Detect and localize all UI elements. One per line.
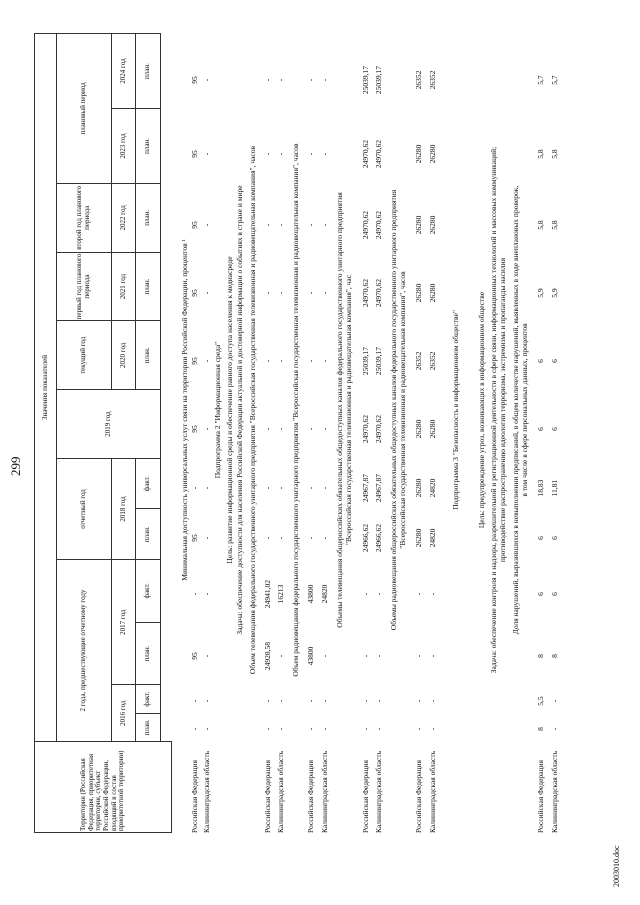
plan-header: план. <box>136 509 161 560</box>
row-value: - <box>202 223 211 227</box>
row-value: 95 <box>190 425 199 433</box>
row-value: - <box>276 536 285 540</box>
y2020-header: 2020 год <box>111 321 136 390</box>
row-value: - <box>190 727 199 731</box>
row-value: - <box>263 291 272 295</box>
row-value: - <box>374 699 383 703</box>
row-value: - <box>320 536 329 540</box>
row-value: - <box>306 359 315 363</box>
row-value: 6 <box>536 536 545 540</box>
section-s5b: "Всероссийская государственная телевизионная и радиовещательная компания", часов <box>398 271 407 549</box>
row-value: - <box>202 359 211 363</box>
row-territory: Калининградская область <box>202 750 211 833</box>
row-value: 43800 <box>306 584 315 604</box>
row-value: - <box>202 536 211 540</box>
row-value: 25039,17 <box>374 65 383 95</box>
row-value: - <box>550 699 559 703</box>
row-value: 26280 <box>428 419 437 439</box>
fact-header: факт. <box>136 560 161 623</box>
section-s2: Объем телевещания федерального государственного унитарного предприятия "Всероссийская государственная телевизионная и радиовещательная компания", часов <box>248 145 257 675</box>
section-s3: Объем радиовещания федерального государственного унитарного предприятия "Всероссийская государственная телевизионная и радиовещательная компания", часов <box>291 143 300 677</box>
row-value: 6 <box>536 592 545 596</box>
row-value: 6 <box>536 427 545 431</box>
row-value: 26280 <box>414 215 423 235</box>
row-value: 11,81 <box>550 479 559 497</box>
row-value: 95 <box>190 652 199 660</box>
row-value: - <box>306 78 315 82</box>
row-value: 24970,62 <box>374 139 383 169</box>
row-value: 26280 <box>414 528 423 548</box>
row-value: - <box>263 727 272 731</box>
second-year-header: второй год планового периода <box>56 183 111 252</box>
row-value: - <box>550 727 559 731</box>
row-value: 95 <box>190 76 199 84</box>
row-value: - <box>276 727 285 731</box>
plan-header: план. <box>136 321 161 390</box>
section-task3b: противодействие распространению идеологии терроризма, экстремизма и пропаганды насилия <box>498 257 507 563</box>
row-value: 95 <box>190 289 199 297</box>
row-value: 26280 <box>414 144 423 164</box>
plan-header: план. <box>136 713 161 741</box>
row-value: 24820 <box>428 528 437 548</box>
row-value: - <box>306 699 315 703</box>
row-value: 24970,62 <box>374 414 383 444</box>
plan-header: план. <box>136 109 161 184</box>
row-value: 24970,62 <box>361 278 370 308</box>
row-value: 24820 <box>320 584 329 604</box>
row-value: 24967,87 <box>361 473 370 503</box>
row-value: - <box>202 427 211 431</box>
row-value: 26280 <box>428 283 437 303</box>
row-value: - <box>202 654 211 658</box>
row-value: 95 <box>190 221 199 229</box>
row-value: 26280 <box>428 215 437 235</box>
section-goal2: Цель: развитие информационной среды и обеспечение равного доступа населения к медиасреде <box>225 256 234 564</box>
section-sub2: Подпрограмма 2 "Информационная среда" <box>213 341 222 479</box>
row-value: 95 <box>190 150 199 158</box>
y2019-header: 2019 год <box>56 390 160 459</box>
row-value: 24970,62 <box>374 210 383 240</box>
row-value: 5,7 <box>536 75 545 85</box>
table-header <box>34 33 172 833</box>
row-value: - <box>428 727 437 731</box>
row-territory: Калининградская область <box>320 750 329 833</box>
row-value: 5,8 <box>536 149 545 159</box>
row-value: 26280 <box>428 144 437 164</box>
section-s4b: "Всероссийская государственная телевизионная и радиовещательная компания", час <box>344 274 353 546</box>
row-value: - <box>361 592 370 596</box>
row-value: 25039,17 <box>361 346 370 376</box>
row-territory: Российская Федерация <box>414 760 423 833</box>
row-value: - <box>190 486 199 490</box>
row-value: - <box>263 486 272 490</box>
row-value: 5,8 <box>550 220 559 230</box>
row-value: 5,9 <box>536 288 545 298</box>
row-value: 16213 <box>276 584 285 604</box>
plan-header: план. <box>136 183 161 252</box>
row-value: 26280 <box>414 419 423 439</box>
plan-header: план. <box>136 252 161 321</box>
row-value: - <box>263 152 272 156</box>
row-value: - <box>320 223 329 227</box>
row-value: 24928,58 <box>263 641 272 671</box>
row-territory: Калининградская область <box>550 750 559 833</box>
page-number: 299 <box>8 456 23 476</box>
values-header: Значения показателей <box>35 34 57 742</box>
row-value: 26352 <box>428 351 437 371</box>
row-value: - <box>276 152 285 156</box>
row-value: - <box>374 654 383 658</box>
y2024-header: 2024 год <box>111 34 136 109</box>
row-value: - <box>202 592 211 596</box>
row-territory: Российская Федерация <box>190 760 199 833</box>
row-value: - <box>263 427 272 431</box>
row-value: - <box>374 592 383 596</box>
row-value: - <box>306 223 315 227</box>
row-value: - <box>361 699 370 703</box>
first-year-header: первый год планового периода <box>56 252 111 321</box>
row-value: 5,7 <box>550 75 559 85</box>
row-value: - <box>190 592 199 596</box>
section-s5a: Объемы радиовещания общероссийских обязательных общедоступных каналов федерального государственного унитарного предприятия <box>389 189 398 631</box>
reporting-year-header: отчетный год <box>56 458 111 559</box>
row-value: - <box>202 486 211 490</box>
row-value: - <box>276 699 285 703</box>
row-value: - <box>428 699 437 703</box>
row-value: - <box>320 427 329 431</box>
row-value: 6 <box>550 359 559 363</box>
row-value: 8 <box>536 654 545 658</box>
y2022-header: 2022 год <box>111 183 136 252</box>
row-value: - <box>414 592 423 596</box>
row-value: 26352 <box>414 70 423 90</box>
row-value: - <box>202 699 211 703</box>
row-value: - <box>361 654 370 658</box>
row-value: 43800 <box>306 646 315 666</box>
row-value: 24970,62 <box>361 210 370 240</box>
row-territory: Калининградская область <box>428 750 437 833</box>
row-value: - <box>320 359 329 363</box>
row-territory: Калининградская область <box>374 750 383 833</box>
row-territory: Калининградская область <box>276 750 285 833</box>
row-value: 24966,62 <box>361 523 370 553</box>
row-value: 25039,17 <box>361 65 370 95</box>
section-sub3: Подпрограмма 3 "Безопасность в информационном обществе" <box>451 310 460 510</box>
row-value: 24967,87 <box>374 473 383 503</box>
row-value: 25039,17 <box>374 346 383 376</box>
row-value: - <box>374 727 383 731</box>
fact-header: факт. <box>136 685 161 713</box>
row-value: - <box>263 699 272 703</box>
section-s1: Минимальная доступность универсальных услуг связи на территории Российской Федерации, процентов ¹ <box>180 239 189 581</box>
row-value: - <box>320 78 329 82</box>
two-years-header: 2 года, предшествующие отчетному году <box>56 560 111 742</box>
row-value: 95 <box>190 534 199 542</box>
row-value: - <box>202 291 211 295</box>
section-goal3: Цель: предупреждение угроз, возникающих в информационном обществе <box>477 291 486 529</box>
row-value: - <box>414 727 423 731</box>
section-task2: Задача: обеспечение доступности для населения Российской Федерации актуальной и достоверной информации о событиях в стране и мире <box>235 185 244 635</box>
row-value: - <box>306 727 315 731</box>
row-value: - <box>306 291 315 295</box>
footer-filename: 2003010.doc <box>612 845 621 887</box>
row-value: - <box>263 536 272 540</box>
territory-header: Территория (Российская Федерация, приоритетная территория, субъект Российской Федерации, входящий в состав приоритетной территории) <box>35 742 172 833</box>
row-value: - <box>320 654 329 658</box>
row-value: - <box>320 486 329 490</box>
plan-header: план. <box>136 622 161 685</box>
row-value: - <box>276 78 285 82</box>
row-value: - <box>276 654 285 658</box>
y2017-header: 2017 год <box>111 560 136 685</box>
row-value: 6 <box>550 427 559 431</box>
row-value: - <box>276 291 285 295</box>
section-s6a: Доля нарушений, выразившихся в невыполнении предписаний, в общем количестве нарушений, выявленных в ходе внеплановых проверок, <box>511 185 520 635</box>
row-value: 6 <box>536 359 545 363</box>
row-value: - <box>190 699 199 703</box>
row-value: 5,8 <box>536 220 545 230</box>
y2021-header: 2021 год <box>111 252 136 321</box>
row-value: - <box>306 152 315 156</box>
row-value: 26280 <box>414 478 423 498</box>
row-value: - <box>202 727 211 731</box>
section-s6b: в том числе в сфере персональных данных, процентов <box>520 323 529 497</box>
planning-period-header: плановый период <box>56 34 111 184</box>
row-value: - <box>276 486 285 490</box>
row-value: 24970,62 <box>374 278 383 308</box>
row-value: 5,8 <box>550 149 559 159</box>
row-value: 24966,62 <box>374 523 383 553</box>
row-value: 26352 <box>414 351 423 371</box>
row-value: 5,5 <box>536 696 545 706</box>
row-value: - <box>320 727 329 731</box>
row-value: - <box>276 359 285 363</box>
row-value: - <box>320 152 329 156</box>
row-value: 95 <box>190 357 199 365</box>
row-value: 24970,62 <box>361 414 370 444</box>
row-value: - <box>320 291 329 295</box>
row-value: - <box>263 223 272 227</box>
row-value: 6 <box>550 592 559 596</box>
row-value: - <box>276 223 285 227</box>
row-territory: Российская Федерация <box>536 760 545 833</box>
row-value: 8 <box>550 654 559 658</box>
row-value: - <box>428 654 437 658</box>
plan-header: план. <box>136 34 161 109</box>
row-value: 24970,62 <box>361 139 370 169</box>
y2023-header: 2023 год <box>111 109 136 184</box>
row-value: - <box>263 359 272 363</box>
row-territory: Российская Федерация <box>306 760 315 833</box>
row-value: 8 <box>536 727 545 731</box>
row-value: - <box>306 486 315 490</box>
section-task3a: Задача: обеспечение контроля и надзора, разрешительной и регистрационной деятельности в сфере связи, информационных технологий и массовых коммуникаций; <box>489 146 498 674</box>
row-value: - <box>320 699 329 703</box>
current-year-header: текущий год <box>56 321 111 390</box>
row-value: - <box>414 699 423 703</box>
row-value: - <box>263 78 272 82</box>
row-territory: Российская Федерация <box>361 760 370 833</box>
row-value: - <box>306 427 315 431</box>
row-value: 5,9 <box>550 288 559 298</box>
section-s4a: Объемы телевещания общероссийских обязательных общедоступных каналов федерального государственного унитарного предприятия <box>335 192 344 628</box>
y2018-header: 2018 год <box>111 458 136 559</box>
row-value: - <box>361 727 370 731</box>
row-value: 6 <box>550 536 559 540</box>
y2016-header: 2016 год <box>111 685 136 742</box>
row-value: 18,83 <box>536 479 545 497</box>
fact-header: факт. <box>136 458 161 509</box>
row-value: - <box>428 592 437 596</box>
row-value: - <box>202 78 211 82</box>
row-territory: Российская Федерация <box>263 760 272 833</box>
row-value: 26352 <box>428 70 437 90</box>
row-value: 24820 <box>428 478 437 498</box>
row-value: 26280 <box>414 283 423 303</box>
row-value: - <box>306 536 315 540</box>
row-value: 24941,02 <box>263 579 272 609</box>
row-value: - <box>202 152 211 156</box>
row-value: - <box>276 427 285 431</box>
row-value: - <box>414 654 423 658</box>
